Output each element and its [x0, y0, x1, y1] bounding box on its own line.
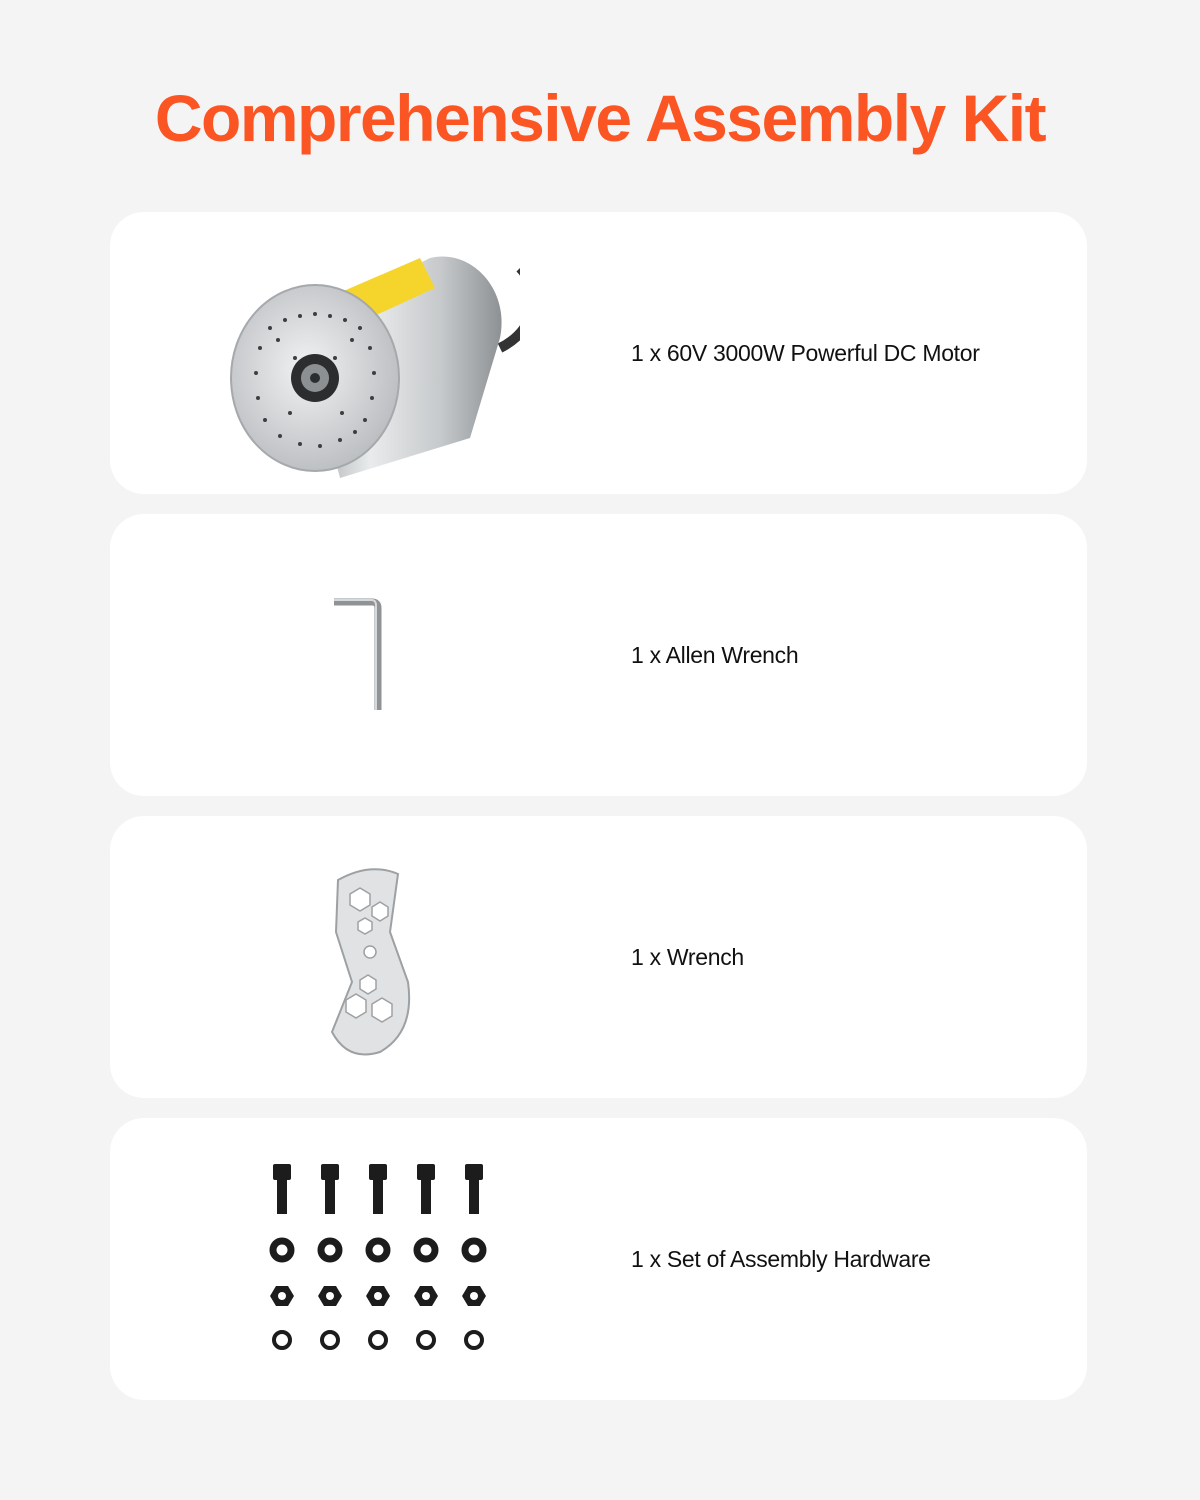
kit-item-card-hardware — [110, 1118, 1087, 1400]
kit-item-label: 1 x Allen Wrench — [631, 641, 799, 668]
dc-motor-image — [220, 228, 520, 478]
wrench-image — [220, 832, 520, 1082]
kit-item-card-allen-wrench — [110, 514, 1087, 796]
assembly-hardware-image — [220, 1134, 520, 1384]
allen-wrench-image — [220, 530, 520, 780]
kit-item-label: 1 x 60V 3000W Powerful DC Motor — [631, 339, 980, 366]
kit-item-card-wrench — [110, 816, 1087, 1098]
kit-item-label: 1 x Set of Assembly Hardware — [631, 1245, 931, 1272]
kit-item-label: 1 x Wrench — [631, 943, 744, 970]
page-title: Comprehensive Assembly Kit — [154, 81, 1046, 155]
kit-item-card-motor — [110, 212, 1087, 494]
